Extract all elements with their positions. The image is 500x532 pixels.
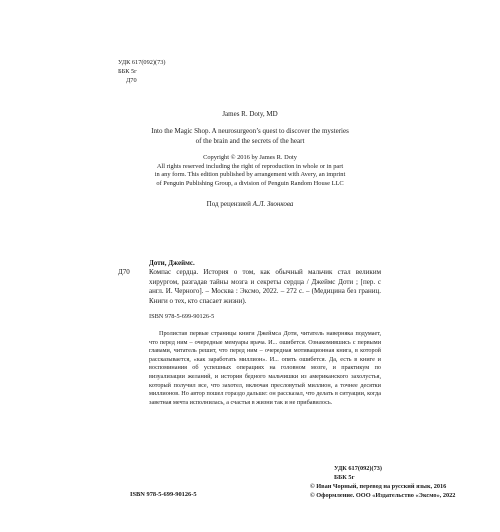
bottom-bbk: ББК 5г bbox=[333, 473, 355, 481]
reviewer-prefix: Под рецензией bbox=[206, 200, 251, 208]
copyright-en bbox=[100, 154, 400, 188]
classification-block bbox=[118, 58, 165, 85]
udk-code: УДК 617(092)(73) bbox=[118, 59, 166, 66]
biblio-author: Доти, Джеймс. bbox=[149, 259, 195, 267]
copyright-line: in any form. This edition published by arrangement with Avery, an imprint bbox=[154, 171, 346, 179]
design-copyright: © Оформление. ООО «Издательство «Эксмо», 2022 bbox=[310, 491, 456, 499]
bottom-classification bbox=[334, 465, 382, 482]
bottom-isbn: ISBN 978-5-699-90126-5 bbox=[130, 491, 197, 498]
original-title-line: Into the Magic Shop. A neurosurgeon’s quest to discover the mysteries bbox=[151, 127, 349, 135]
copyright-line: All rights reserved including the right of reproduction in whole or in part bbox=[156, 162, 344, 170]
reviewer-name: А.Л. Звонкова bbox=[252, 200, 294, 208]
bbk-code: ББК 5г bbox=[118, 68, 137, 75]
copyright-line: of Penguin Publishing Group, a division of Penguin Random House LLC bbox=[156, 179, 344, 187]
isbn: ISBN 978-5-699-90126-5 bbox=[149, 313, 215, 320]
author-code: Д70 bbox=[126, 77, 137, 84]
copyright-line: Copyright © 2016 by James R. Doty bbox=[203, 154, 297, 161]
reviewer-line bbox=[100, 200, 400, 208]
translation-copyright: © Иван Чорный, перевод на русский язык, 2016 bbox=[310, 483, 447, 490]
bottom-copyright bbox=[310, 483, 455, 500]
annotation bbox=[149, 330, 381, 407]
biblio-description: Компас сердца. История о том, как обычный мальчик стал великим хирургом, разгадав тайны мозга и секреты сердца / Джеймс Доти ; [пер. с англ. И. Черного]. – Москва : Эксмо, 2022. – 272 с. – (Медицина без границ. Книги о тех, кто спасает жизни). bbox=[149, 268, 381, 305]
original-title bbox=[110, 126, 390, 146]
biblio-code: Д70 bbox=[118, 268, 130, 276]
annotation-paragraph: Пролистав первые страницы книги Джеймса Доти, читатель наверняка подумает, что перед ним – очередные мемуары врача. И... ошибется. Ознакомившись с первыми главами, читатель решит, что перед ним – очередная мотивационная книга, в которой рассказывается, «как заработать миллион». И... опять ошибется. Да, есть в книге и воспоминания об успешных операциях на головном мозге, и практикум по визуализации желаний, и история бедного мальчишки из американского захолустья, который получил все, что захотел, включая пресловутый миллион, а точнее десятки миллионов. Но автор пошел гораздо дальше: он рассказал, что делать в ситуации, когда заветная мечта исполнилась, а счастья в жизни так и не прибавилось. bbox=[149, 330, 381, 406]
original-title-line: of the brain and the secrets of the heart bbox=[195, 137, 305, 145]
bottom-udk: УДК 617(092)(73) bbox=[333, 465, 382, 472]
author-en: James R. Doty, MD bbox=[222, 110, 278, 118]
